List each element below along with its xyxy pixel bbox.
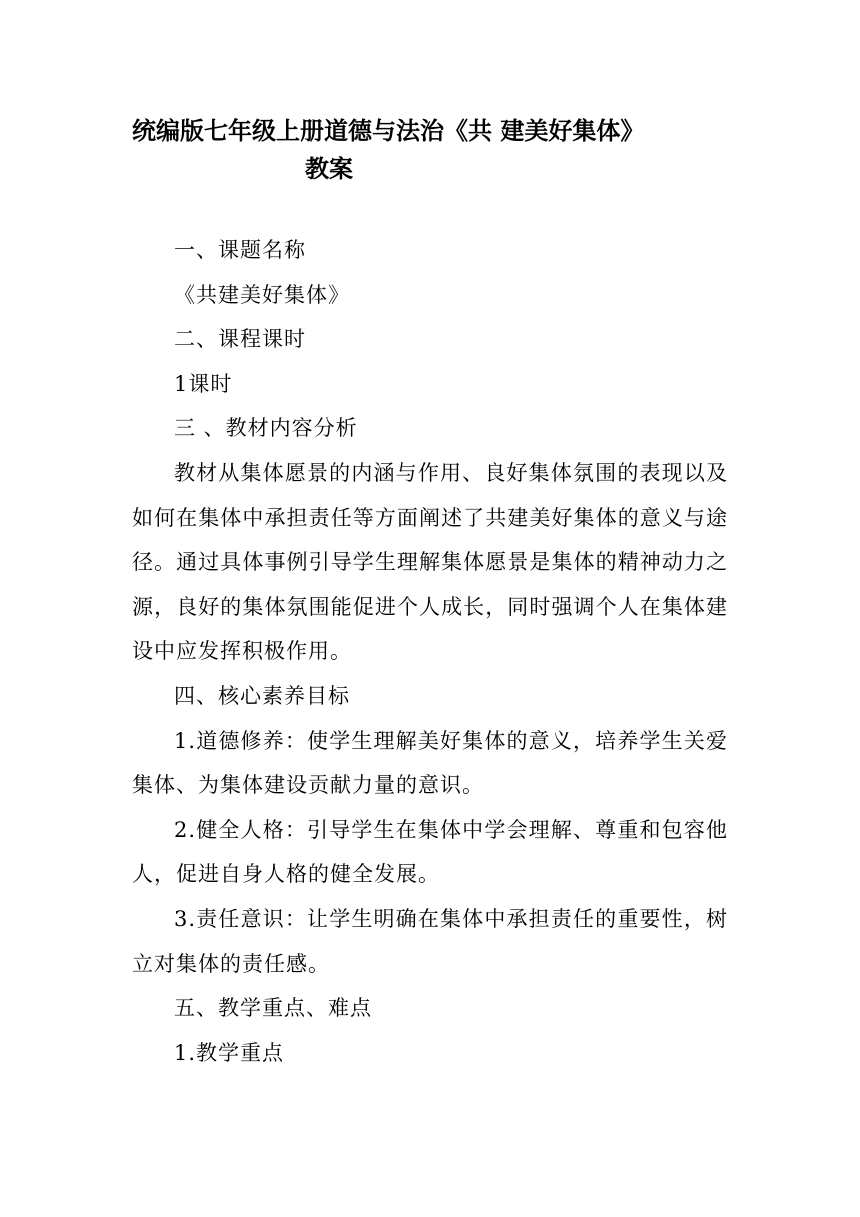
document-title [132,112,732,188]
title-line-1: 统编版七年级上册道德与法治《共 建美好集体》 [132,117,645,145]
goal-responsibility: 3.责任意识：让学生明确在集体中承担责任的重要性，树立对集体的责任感。 [132,906,728,976]
heading-key-points: 五、教学重点、难点 [174,996,372,1021]
class-hours: 1课时 [174,371,233,396]
topic-name: 《共建美好集体》 [174,282,350,307]
goal-moral: 1.道德修养：使学生理解美好集体的意义，培养学生关爱集体、为集体建设贡献力量的意识。 [132,728,728,798]
heading-core-goals: 四、核心素养目标 [174,683,350,708]
content-analysis-paragraph: 教材从集体愿景的内涵与作用、良好集体氛围的表现以及如何在集体中承担责任等方面阐述了共建美好集体的意义与途径。通过具体事例引导学生理解集体愿景是集体的精神动力之源，良好的集体氛围能促进个人成长，同时强调个人在集体建设中应发挥积极作用。 [132,460,728,664]
heading-content-analysis: 三 、教材内容分析 [174,416,358,441]
goal-personality: 2.健全人格：引导学生在集体中学会理解、尊重和包容他人，促进自身人格的健全发展。 [132,817,728,887]
title-line-2: 教案 [305,155,353,183]
heading-class-hours: 二、课程课时 [174,327,306,352]
key-points-subheading: 1.教学重点 [174,1040,285,1065]
heading-topic-name: 一、课题名称 [174,238,306,262]
document-body [132,228,728,1075]
